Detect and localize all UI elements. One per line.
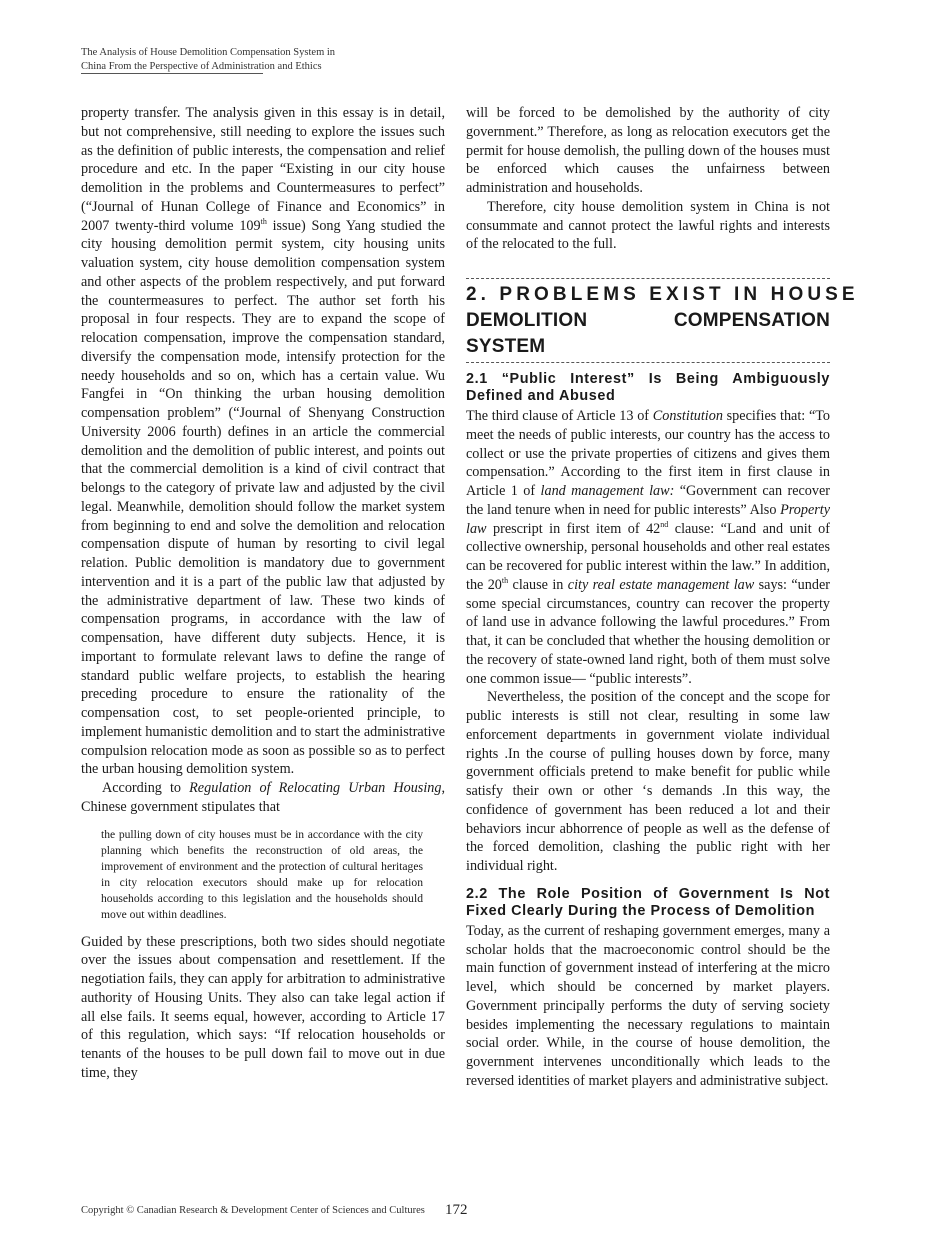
footer-copyright: Copyright © Canadian Research & Development Center of Sciences and Cultures — [81, 1205, 425, 1216]
page-number: 172 — [445, 1202, 468, 1218]
header-underline — [81, 73, 263, 74]
subsection-heading-2-2: 2.2 The Role Position of Government Is Not Fixed Clearly During the Process of Demolition — [466, 885, 830, 919]
block-quote: the pulling down of city houses must be in accordance with the city planning which benefits the reconstruction of old areas, the improvement of environment and the protection of cultural heritages in city relocation executors should make up for relocation households according to this legislation and the households should move out within deadlines. — [101, 827, 423, 921]
running-header — [81, 46, 335, 74]
paragraph-negotiation: Guided by these prescriptions, both two sides should negotiate over the issues about compensation and resettlement. If the negotiation fails, they can apply for arbitration to administrative authority of Housing Units. They also can take legal action if all else fails. It seems equal, however, according to Article 17 of this regulation, which says: “If relocation households or tenants of the houses to be pull down fail to move out in due time, they — [81, 933, 445, 1081]
subsection-heading-2-1: 2.1 “Public Interest” Is Being Ambiguously Defined and Abused — [466, 371, 830, 404]
running-header-line2: China From the Perspective of Administration and Ethics — [81, 61, 322, 72]
regulation-title: Regulation of Relocating Urban Housing — [189, 780, 442, 796]
right-column — [466, 104, 859, 1091]
paragraph-conclusion: Therefore, city house demolition system in China is not consummate and cannot protect the lawful rights and interests of the relocated to the full. — [466, 198, 830, 253]
running-header-line1: The Analysis of House Demolition Compensation System in — [81, 47, 336, 58]
paragraph-forced-demolition: will be forced to be demolished by the authority of city government.” Therefore, as long as relocation executors get the permit for house demolish, the pulling down of the houses must be enforced which causes the unfairness between administration and households. — [466, 105, 830, 196]
paragraph-government-role: Today, as the current of reshaping government emerges, many a scholar holds that the macroeconomic control should be the main function of government instead of interfering at the micro level, which should be concerned by market players. Government principally performs the duty of serving society besides implementing the necessary regulations to maintain social order. While, in the course of house demolition, the government intervenes unconditionally which leads to the reversed identities of market players and administrative subject. — [466, 922, 830, 1089]
paragraph-public-interest-abuse: Nevertheless, the position of the concept and the scope for public interests is still not clear, resulting in some law enforcement departments in government violate individual rights .In the course of pulling houses down by force, many government officials pretend to make benefit for public while satisfy their own or other ‘s demands .In this way, the confidence of government has been reduced a lot and their behaviors incur abhorrence of people as well as the defense of the forced demolition, clashing the public right with her individual right. — [466, 689, 830, 874]
paragraph-regulation-intro: According to Regulation of Relocating Urban Housing, Chinese government stipulates that — [81, 780, 446, 815]
paragraph-literature-review: property transfer. The analysis given in this essay is in detail, but not comprehensive, still needing to explore the issues such as the definition of public interests, the compensation and relief procedure and etc. In the paper “Existing in our city house demolition in the problems and Countermeasures to perfect” (“Journal of Hunan College of Finance and Economics” in 2007 twenty-third volume 109th issue) Song Yang studied the city housing demolition permit system, city housing units valuation system, city house demolition compensation system and other aspects of the problem respectively, and put forward the countermeasures to perfect. The author set forth his proposal in four respects. They are to expand the scope of relocation compensation, improve the compensation standard, diversify the compensation mode, intensify protection for the needy households and so on, which has a certain value. Wu Fangfei in “On thinking the urban housing demolition compensation problem” (“Journal of Shenyang Construction University 2006 fourth) defines in an article the commercial demolition and the demolition of public interest, and points out that the commercial demolition is a kind of civil contract that belongs to the category of private law and adjusted by the civil legal. Meanwhile, demolition should follow the market system from beginning to end and solve the demolition and relocation compensation dispute of human by resorting to civil legal relation. Public demolition is mandatory due to government intervention and it is a part of the public law that adjusted by the administrative department of law. These two kinds of compensation programs, in accordance with the law of compensation, have different duty subjects. Hence, it is important to formulate relevant laws to define the range of standard public welfare projects, to establish the hearing preceding procedure to ensure the rationality of the compensation cost, to set people-oriented principle, to implement humanistic demolition and to start the administrative compulsion relocation mode as soon as possible so as to perfect the urban housing demolition system. — [81, 105, 445, 778]
paragraph-public-interest-laws: The third clause of Article 13 of Constitution specifies that: “To meet the needs of public interests, our country has the access to collect or use the private properties of citizens and gives them compensation.” According to the first item in first clause in Article 1 of land management law: “Government can recover the land tenure when in need for public interests” Also Property law prescript in first item of 42nd clause: “Land and unit of collective ownership, personal households and other real estates can be recovered for public interest within the law.” In addition, the 20th clause in city real estate management law says: “under some special circumstances, country can recover the property of land use in advance following the lawful procedures.” From that, it can be concluded that whether the housing demolition or the recovery of state-owned land right, both of them must solve one common issue— “public interests”. — [466, 408, 831, 687]
section-heading-2: 2. PROBLEMS EXIST IN HOUSE DEMOLITION COMPENSATION SYSTEM — [466, 278, 830, 363]
left-column — [81, 104, 445, 1083]
